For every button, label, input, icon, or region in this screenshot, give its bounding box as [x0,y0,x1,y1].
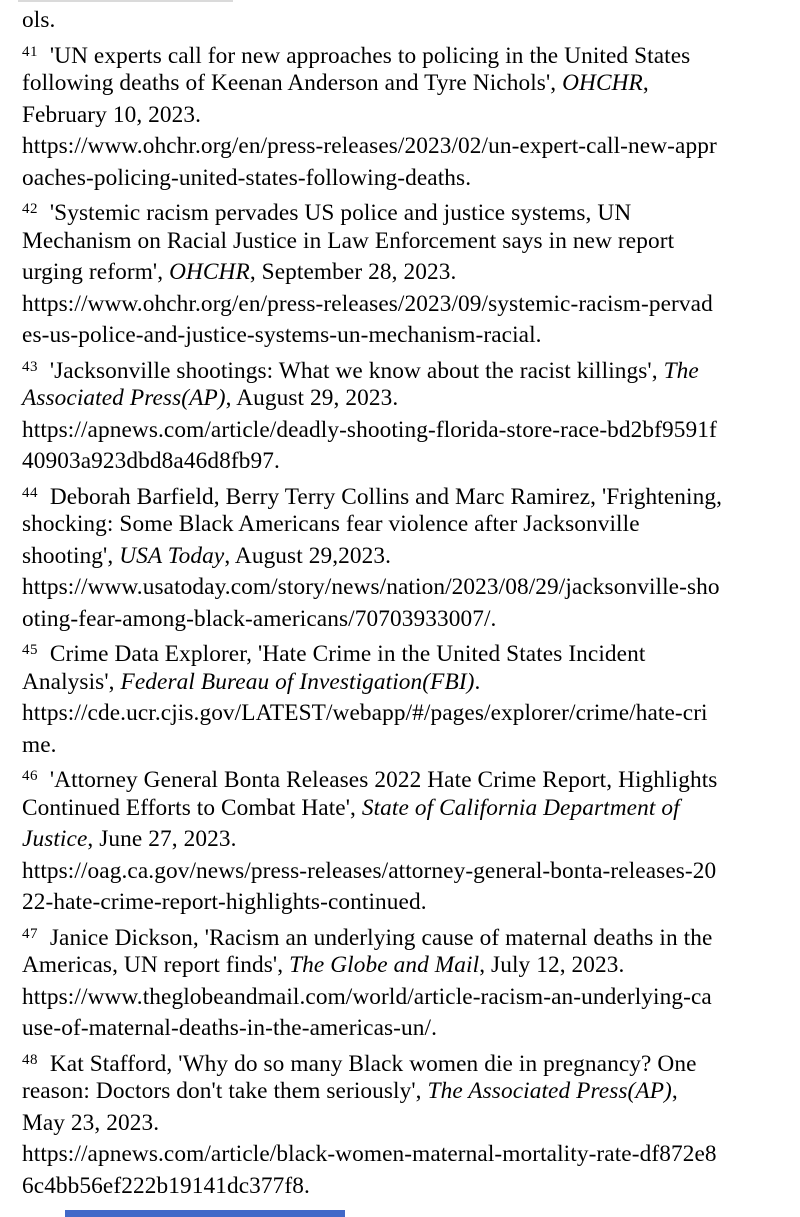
footnote-number: 46 [22,768,38,784]
document-line [22,5,780,37]
document-line [22,761,780,793]
text-segment: , [642,70,649,96]
text-segment: https://www.usatoday.com/story/news/nation/2023/08/29/jacksonville-sho [22,574,720,600]
document-line [22,1013,780,1045]
text-segment: Justice [22,826,88,852]
text-segment: 40903a923dbd8a46d8fb97. [22,448,280,474]
footnote-number: 47 [22,925,38,942]
document-line [22,1139,780,1171]
text-segment: , [671,1078,678,1104]
document-line [22,257,780,289]
document-line [22,919,780,951]
footnote-number: 44 [22,484,38,501]
top-divider-line [18,0,233,2]
text-segment: https://www.ohchr.org/en/press-releases/2023/02/un-expert-call-new-appr [22,133,717,159]
text-segment: The Associated Press(AP) [427,1078,672,1104]
document-line [22,131,780,163]
text-segment: Continued Efforts to Combat Hate', [22,794,362,821]
document-line [22,415,780,447]
document-line [22,887,780,919]
text-segment: 'Systemic racism pervades US police and justice systems, UN [38,200,632,226]
text-segment: https://oag.ca.gov/news/press-releases/attorney-general-bonta-releases-20 [22,857,717,884]
text-segment: Associated Press(AP) [22,385,226,411]
document-line [22,698,780,730]
document-line [22,1171,780,1203]
text-segment: 'UN experts call for new approaches to policing in the United States [38,42,691,69]
document-line [22,824,780,856]
text-segment: The Globe and Mail [289,952,480,978]
text-segment: Mechanism on Racial Justice in Law Enforcement says in new report [22,227,675,254]
document-line [22,289,780,321]
text-segment: , July 12, 2023. [479,952,625,978]
footnote-number: 43 [22,358,38,375]
text-segment: Deborah Barfield, Berry Terry Collins and Marc Ramirez, 'Frightening, [38,483,723,510]
document-line [22,541,780,573]
document-line [22,730,780,762]
text-segment: Kat Stafford, 'Why do so many Black women die in pregnancy? One [38,1050,697,1077]
document-line [22,68,780,100]
text-segment: Janice Dickson, 'Racism an underlying cause of maternal deaths in the [38,924,713,951]
text-segment: https://cde.ucr.cjis.gov/LATEST/webapp/#/pages/explorer/crime/hate-cri [22,700,708,726]
text-segment: . [474,668,481,695]
document-line [22,667,780,699]
document-line [22,856,780,888]
document-line [22,478,780,510]
document-line [22,1045,780,1077]
document-line [22,100,780,132]
footnote-number: 41 [22,43,38,60]
document-line [22,635,780,667]
text-segment: urging reform', [22,259,170,285]
document-lines [22,5,780,1202]
text-segment: May 23, 2023. [22,1109,160,1136]
text-segment: https://www.ohchr.org/en/press-releases/2023/09/systemic-racism-pervad [22,290,713,317]
document-line [22,950,780,982]
text-segment: Analysis', [22,668,121,695]
text-segment: Federal Bureau of Investigation(FBI) [120,668,475,695]
document-line [22,194,780,226]
text-segment: shooting', [22,542,120,569]
text-segment: USA Today [119,542,225,569]
text-segment: February 10, 2023. [22,101,202,128]
document-line [22,383,780,415]
document-line [22,37,780,69]
text-segment: ols. [22,7,56,33]
text-segment: , September 28, 2023. [249,259,457,285]
text-segment: es-us-police-and-justice-systems-un-mechanism-racial. [22,322,542,348]
text-segment: reason: Doctors don't take them seriously', [22,1078,428,1104]
text-segment: Americas, UN report finds', [22,952,290,978]
text-segment: OHCHR [169,259,250,285]
text-segment: oaches-policing-united-states-following-deaths. [22,164,472,191]
text-segment: , June 27, 2023. [87,826,237,852]
document-line [22,604,780,636]
document-line [22,982,780,1014]
text-segment: following deaths of Keenan Anderson and Tyre Nichols', [22,70,563,96]
bottom-blue-bar [65,1210,345,1217]
text-segment: , August 29, 2023. [225,385,399,411]
document-line [22,163,780,195]
document-line [22,226,780,258]
text-segment: https://apnews.com/article/deadly-shooting-florida-store-race-bd2bf9591f [22,416,717,443]
document-line [22,793,780,825]
text-segment: 'Attorney General Bonta Releases 2022 Hate Crime Report, Highlights [38,767,718,793]
text-segment: State of California Department of [361,794,680,821]
footnote-number: 45 [22,642,38,658]
text-segment: 'Jacksonville shootings: What we know about the racist killings', [38,357,664,384]
document-line [22,572,780,604]
text-segment: use-of-maternal-deaths-in-the-americas-un/. [22,1015,438,1041]
text-segment: OHCHR [562,70,643,96]
text-segment: 6c4bb56ef222b19141dc377f8. [22,1172,310,1199]
text-segment: oting-fear-among-black-americans/70703933007/. [22,605,497,632]
document-line [22,1076,780,1108]
text-segment: , August 29,2023. [224,542,392,569]
text-segment: shocking: Some Black Americans fear violence after Jacksonville [22,511,640,537]
text-segment: The [663,357,699,384]
document-line [22,320,780,352]
text-segment: https://www.theglobeandmail.com/world/article-racism-an-underlying-ca [22,983,712,1010]
document-line [22,509,780,541]
text-segment: https://apnews.com/article/black-women-maternal-mortality-rate-df872e8 [22,1141,717,1167]
document-line [22,352,780,384]
text-segment: me. [22,731,57,758]
document-line [22,446,780,478]
text-segment: Crime Data Explorer, 'Hate Crime in the United States Incident [38,641,646,667]
document-line [22,1108,780,1140]
text-segment: 22-hate-crime-report-highlights-continued. [22,889,427,915]
footnote-number: 42 [22,201,38,217]
footnote-number: 48 [22,1051,38,1068]
